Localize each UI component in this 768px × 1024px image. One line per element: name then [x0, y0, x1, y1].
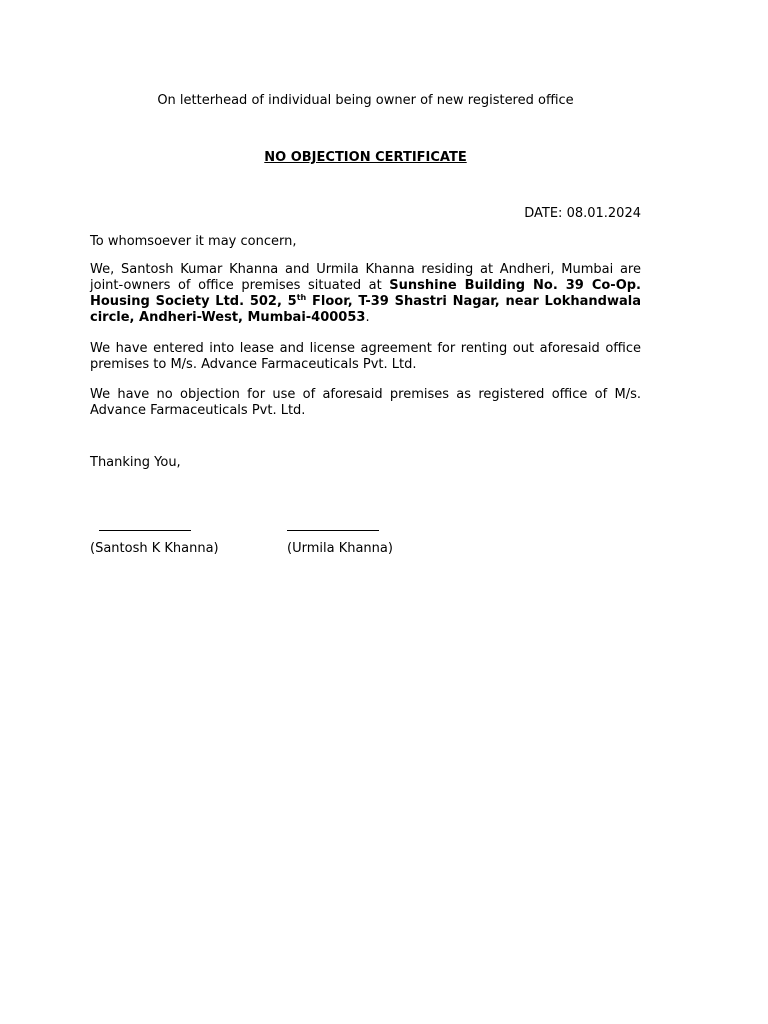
paragraph-ownership: [90, 262, 641, 326]
letter-body: [90, 92, 641, 558]
letter-date: DATE: 08.01.2024: [524, 206, 641, 221]
ownership-intro: We, Santosh Kumar Khanna and Urmila Khanna residing at Andheri, Mumbai are joint-owners of office premises situated at: [90, 262, 641, 293]
signature-line-santosh: [99, 518, 191, 531]
ordinal-suffix: th: [296, 293, 307, 302]
signatory-name-santosh: (Santosh K Khanna): [90, 541, 219, 556]
signatory-names: [90, 540, 641, 558]
paragraph-lease: We have entered into lease and license agreement for renting out aforesaid office premises to M/s. Advance Farmaceuticals Pvt. Ltd.: [90, 341, 641, 372]
paragraph-no-objection: We have no objection for use of aforesaid premises as registered office of M/s. Advance Farmaceuticals Pvt. Ltd.: [90, 387, 641, 418]
letterhead-note: On letterhead of individual being owner of new registered office: [157, 93, 574, 108]
closing-line: Thanking You,: [90, 455, 181, 470]
salutation: To whomsoever it may concern,: [90, 234, 297, 249]
premises-address: Sunshine Building No. 39 Co-Op. Housing Society Ltd. 502, 5th Floor, T-39 Shastri Nagar, near Lokhandwala circle, Andheri-West, Mumbai-400053: [90, 278, 641, 325]
certificate-title: NO OBJECTION CERTIFICATE: [264, 150, 467, 165]
signature-lines: [90, 518, 641, 536]
paragraph-end: .: [365, 310, 370, 325]
signatory-name-urmila: (Urmila Khanna): [287, 541, 393, 556]
signature-line-urmila: [287, 518, 379, 531]
